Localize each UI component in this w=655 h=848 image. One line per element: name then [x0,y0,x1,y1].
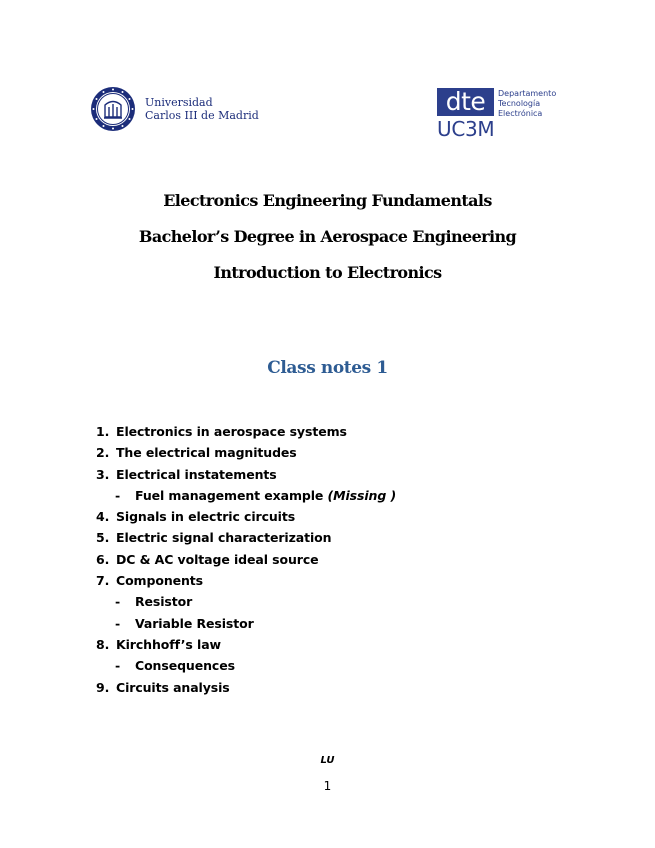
department-line-1: Departamento [498,89,557,98]
contents-item [96,634,556,655]
item-text: DC & AC voltage ideal source [116,551,319,567]
item-text: Electrical instatements [116,466,277,482]
item-number: 5. [96,530,110,546]
item-number: 2. [96,445,110,461]
department-line-2: Tecnología [498,99,541,108]
subitem-dash: - [115,615,121,631]
class-notes-heading: Class notes 1 [267,358,388,378]
dte-logo [437,88,577,148]
contents-subitem [96,591,556,612]
contents-item [96,464,556,485]
item-number: 7. [96,573,110,589]
contents-subitem [96,485,556,506]
document-titles [0,183,655,291]
item-number: 6. [96,551,110,567]
university-name [145,96,259,122]
item-number: 8. [96,636,110,652]
uc3m-logo [90,86,259,132]
item-text: Variable Resistor [135,615,254,631]
dte-mark: dte [437,88,494,116]
contents-item [96,677,556,698]
item-text: Circuits analysis [116,679,230,695]
item-text: Fuel management example [135,487,328,503]
item-number: 3. [96,466,110,482]
item-text: Components [116,573,204,589]
contents-item [96,549,556,570]
subitem-dash: - [115,594,121,610]
topic-title: Introduction to Electronics [213,263,442,282]
subitem-dash: - [115,658,121,674]
uc3m-seal-icon [90,86,136,132]
footer-author: LU [320,755,335,766]
university-line-1: Universidad [145,96,213,109]
degree-title: Bachelor’s Degree in Aerospace Engineering [138,227,517,246]
course-title: Electronics Engineering Fundamentals [163,191,492,210]
subitem-dash: - [115,487,121,503]
item-text: Consequences [135,658,235,674]
department-name [498,89,556,119]
item-number: 9. [96,679,110,695]
item-text: Resistor [135,594,193,610]
contents-item [96,442,556,463]
contents-item [96,506,556,527]
page-number: 1 [323,779,332,793]
dte-uc3m-text: UC3M [437,117,495,141]
contents-item [96,570,556,591]
department-line-3: Electrónica [498,109,543,118]
item-text: Kirchhoff’s law [116,636,221,652]
item-text: The electrical magnitudes [116,445,297,461]
item-number: 4. [96,509,110,525]
item-number: 1. [96,424,110,439]
item-text: Electronics in aerospace systems [116,424,347,439]
contents-item [96,421,556,442]
missing-note: (Missing ) [327,487,397,503]
contents-list [96,421,556,698]
item-text: Signals in electric circuits [116,509,296,525]
contents-item [96,527,556,548]
item-text: Electric signal characterization [116,530,332,546]
university-line-2: Carlos III de Madrid [145,109,259,122]
contents-subitem [96,655,556,676]
contents-subitem [96,613,556,634]
